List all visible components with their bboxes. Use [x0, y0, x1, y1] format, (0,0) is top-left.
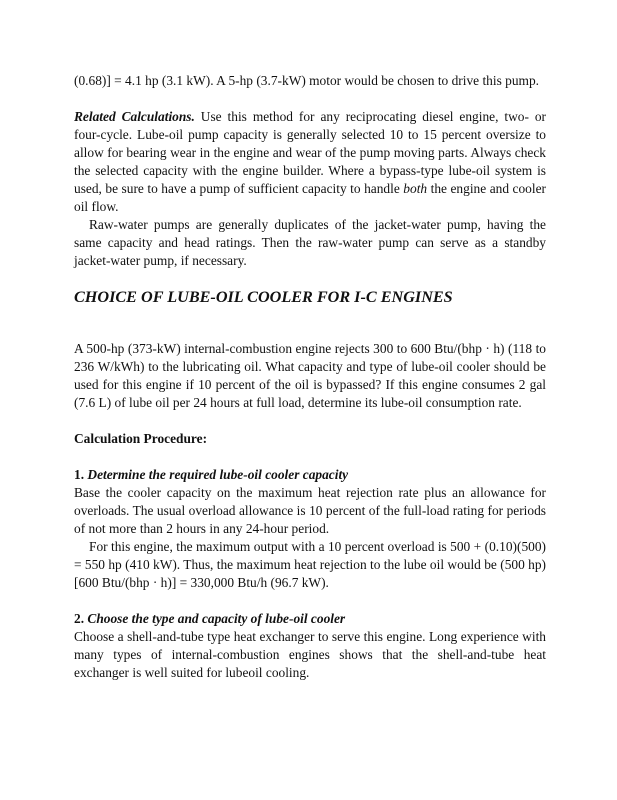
section-heading: CHOICE OF LUBE-OIL COOLER FOR I-C ENGINES [74, 288, 453, 306]
step-2-text: Choose a shell-and-tube type heat exchanger to serve this engine. Long experience with many types of internal-combustion engines shows that the shell-and-tube heat exchanger is well suited for lubeoil cooling. [74, 629, 546, 680]
related-calculations-label: Related Calculations. [74, 109, 195, 124]
related-text-b: the engine and cooler oil flow. [74, 181, 546, 214]
document-page [74, 72, 546, 682]
step-2-number: 2. [74, 611, 85, 626]
spacer [74, 592, 546, 610]
calculation-procedure-label: Calculation Procedure: [74, 431, 208, 446]
paragraph-raw-water-pumps: Raw-water pumps are generally duplicates of the jacket-water pump, having the same capacity and head ratings. Then the raw-water pump can serve as a standby jacket-water pump, if necessary. [74, 217, 546, 268]
paragraph-pump-motor: (0.68)] = 4.1 hp (3.1 kW). A 5-hp (3.7-kW) motor would be chosen to drive this pump. [74, 73, 539, 88]
step-1-text-2: For this engine, the maximum output with a 10 percent overload is 500 + (0.10)(500) = 550 hp (410 kW). Thus, the maximum heat rejection to the lube oil would be (500 hp)[600 Btu/(bhp · h)] = 330,000 Btu/h (96.7 kW). [74, 539, 546, 590]
step-1-title [74, 466, 546, 484]
spacer [74, 412, 546, 430]
step-2-title [74, 610, 546, 628]
related-text-a: Use this method for any reciprocating diesel engine, two- or four-cycle. Lube-oil pump capacity is generally selected 10 to 15 percent oversize to allow for bearing wear in the engine and wear of the pump moving parts. Always check the selected capacity with the engine builder. Where a bypass-type lube-oil system is used, be sure to have a pump of sufficient capacity to handle [74, 109, 546, 196]
step-1-heading: Determine the required lube-oil cooler capacity [87, 467, 349, 482]
step-1-number: 1. [74, 467, 85, 482]
spacer [74, 308, 546, 340]
paragraph-problem-statement: A 500-hp (373-kW) internal-combustion engine rejects 300 to 600 Btu/(bhp · h) (118 to 236 W/kWh) to the lubricating oil. What capacity and type of lube-oil cooler should be used for this engine if 10 percent of the oil is bypassed? If this engine consumes 2 gal (7.6 L) of lube oil per 24 hours at full load, determine its lube-oil consumption rate. [74, 341, 546, 410]
step-1-text: Base the cooler capacity on the maximum heat rejection rate plus an allowance for overloads. The usual overload allowance is 10 percent of the full-load rating for periods of not more than 2 hours in any 24-hour period. [74, 485, 546, 536]
spacer [74, 448, 546, 466]
related-text-emphasis: both [403, 181, 428, 196]
paragraph-related-calculations [74, 108, 546, 216]
step-2-heading: Choose the type and capacity of lube-oil cooler [87, 611, 346, 626]
spacer [74, 90, 546, 108]
spacer [74, 270, 546, 286]
